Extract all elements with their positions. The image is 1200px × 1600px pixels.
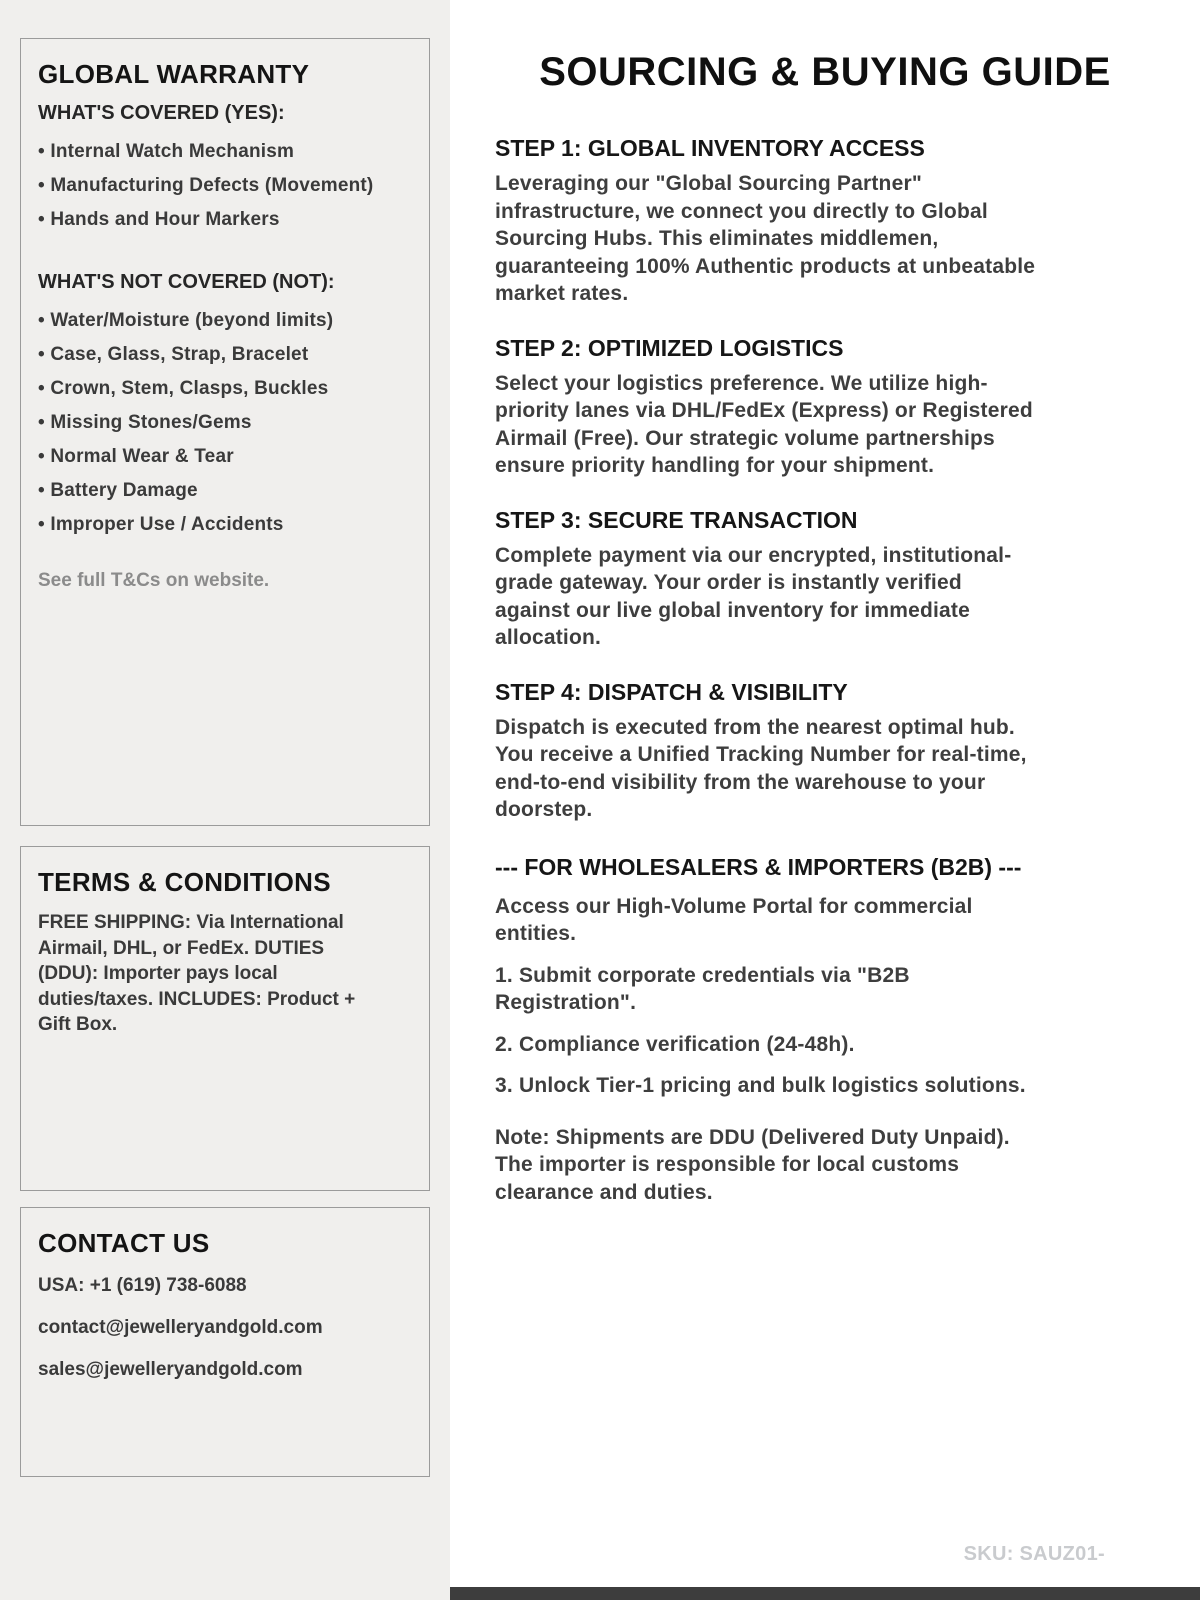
step-1-section — [495, 135, 1155, 308]
covered-list — [38, 135, 412, 237]
b2b-section — [495, 854, 1155, 1207]
step-4-section — [495, 679, 1155, 824]
not-covered-list — [38, 304, 412, 542]
terms-body: FREE SHIPPING: Via International Airmail, DHL, or FedEx. DUTIES (DDU): Importer pays local duties/taxes. INCLUDES: Product + Gift Box. — [38, 912, 356, 1035]
b2b-note: Note: Shipments are DDU (Delivered Duty Unpaid). The importer is responsible for local customs clearance and duties. — [495, 1125, 1010, 1204]
list-item: • Case, Glass, Strap, Bracelet — [38, 338, 412, 372]
list-item: • Water/Moisture (beyond limits) — [38, 304, 412, 338]
list-item: • Manufacturing Defects (Movement) — [38, 169, 412, 203]
step-3-body: Complete payment via our encrypted, institutional-grade gateway. Your order is instantly verified against our live global inventory for immediate allocation. — [495, 543, 1012, 649]
not-covered-heading: WHAT'S NOT COVERED (NOT): — [38, 271, 335, 293]
list-item: • Crown, Stem, Clasps, Buckles — [38, 372, 412, 406]
step-2-heading: STEP 2: OPTIMIZED LOGISTICS — [495, 334, 844, 361]
contact-email-sales: sales@jewelleryandgold.com — [38, 1359, 303, 1380]
step-4-heading: STEP 4: DISPATCH & VISIBILITY — [495, 678, 848, 705]
main-content — [450, 0, 1200, 1600]
sku-label: SKU: SAUZ01- — [963, 1543, 1105, 1565]
list-item: • Normal Wear & Tear — [38, 440, 412, 474]
contact-phone: USA: +1 (619) 738-6088 — [38, 1275, 247, 1296]
covered-heading: WHAT'S COVERED (YES): — [38, 102, 285, 124]
step-4-body: Dispatch is executed from the nearest optimal hub. You receive a Unified Tracking Number for real-time, end-to-end visibility from the warehouse to your doorstep. — [495, 715, 1027, 821]
step-3-section — [495, 507, 1155, 652]
list-item: • Internal Watch Mechanism — [38, 135, 412, 169]
list-item: • Missing Stones/Gems — [38, 406, 412, 440]
terms-title: TERMS & CONDITIONS — [38, 867, 331, 897]
sidebar — [0, 0, 450, 1600]
list-item: • Battery Damage — [38, 474, 412, 508]
warranty-footnote: See full T&Cs on website. — [38, 570, 270, 591]
warranty-title: GLOBAL WARRANTY — [38, 59, 310, 89]
b2b-item-3: 3. Unlock Tier-1 pricing and bulk logistics solutions. — [495, 1074, 1026, 1097]
contact-title: CONTACT US — [38, 1228, 210, 1258]
b2b-item-2: 2. Compliance verification (24-48h). — [495, 1032, 855, 1056]
page-title: SOURCING & BUYING GUIDE — [539, 50, 1111, 94]
step-1-heading: STEP 1: GLOBAL INVENTORY ACCESS — [495, 135, 925, 161]
warranty-card — [20, 38, 430, 826]
footer-bar — [450, 1587, 1200, 1600]
step-3-heading: STEP 3: SECURE TRANSACTION — [495, 506, 858, 533]
contact-card — [20, 1207, 430, 1477]
list-item: • Hands and Hour Markers — [38, 203, 412, 237]
b2b-heading: --- FOR WHOLESALERS & IMPORTERS (B2B) --- — [495, 853, 1022, 880]
step-2-section — [495, 335, 1155, 480]
list-item: • Improper Use / Accidents — [38, 508, 412, 542]
step-1-body: Leveraging our "Global Sourcing Partner" infrastructure, we connect you directly to Global Sourcing Hubs. This eliminates middlemen, guaranteeing 100% Authentic products at unbeatable market rates. — [495, 172, 1036, 305]
terms-card — [20, 846, 430, 1191]
b2b-intro: Access our High-Volume Portal for commercial entities. — [495, 894, 973, 945]
b2b-item-1: 1. Submit corporate credentials via "B2B Registration". — [495, 963, 910, 1014]
step-2-body: Select your logistics preference. We utilize high-priority lanes via DHL/FedEx (Express) or Registered Airmail (Free). Our strategic volume partnerships ensure priority handling for your shipment. — [495, 371, 1033, 477]
contact-email-primary: contact@jewelleryandgold.com — [38, 1317, 323, 1338]
